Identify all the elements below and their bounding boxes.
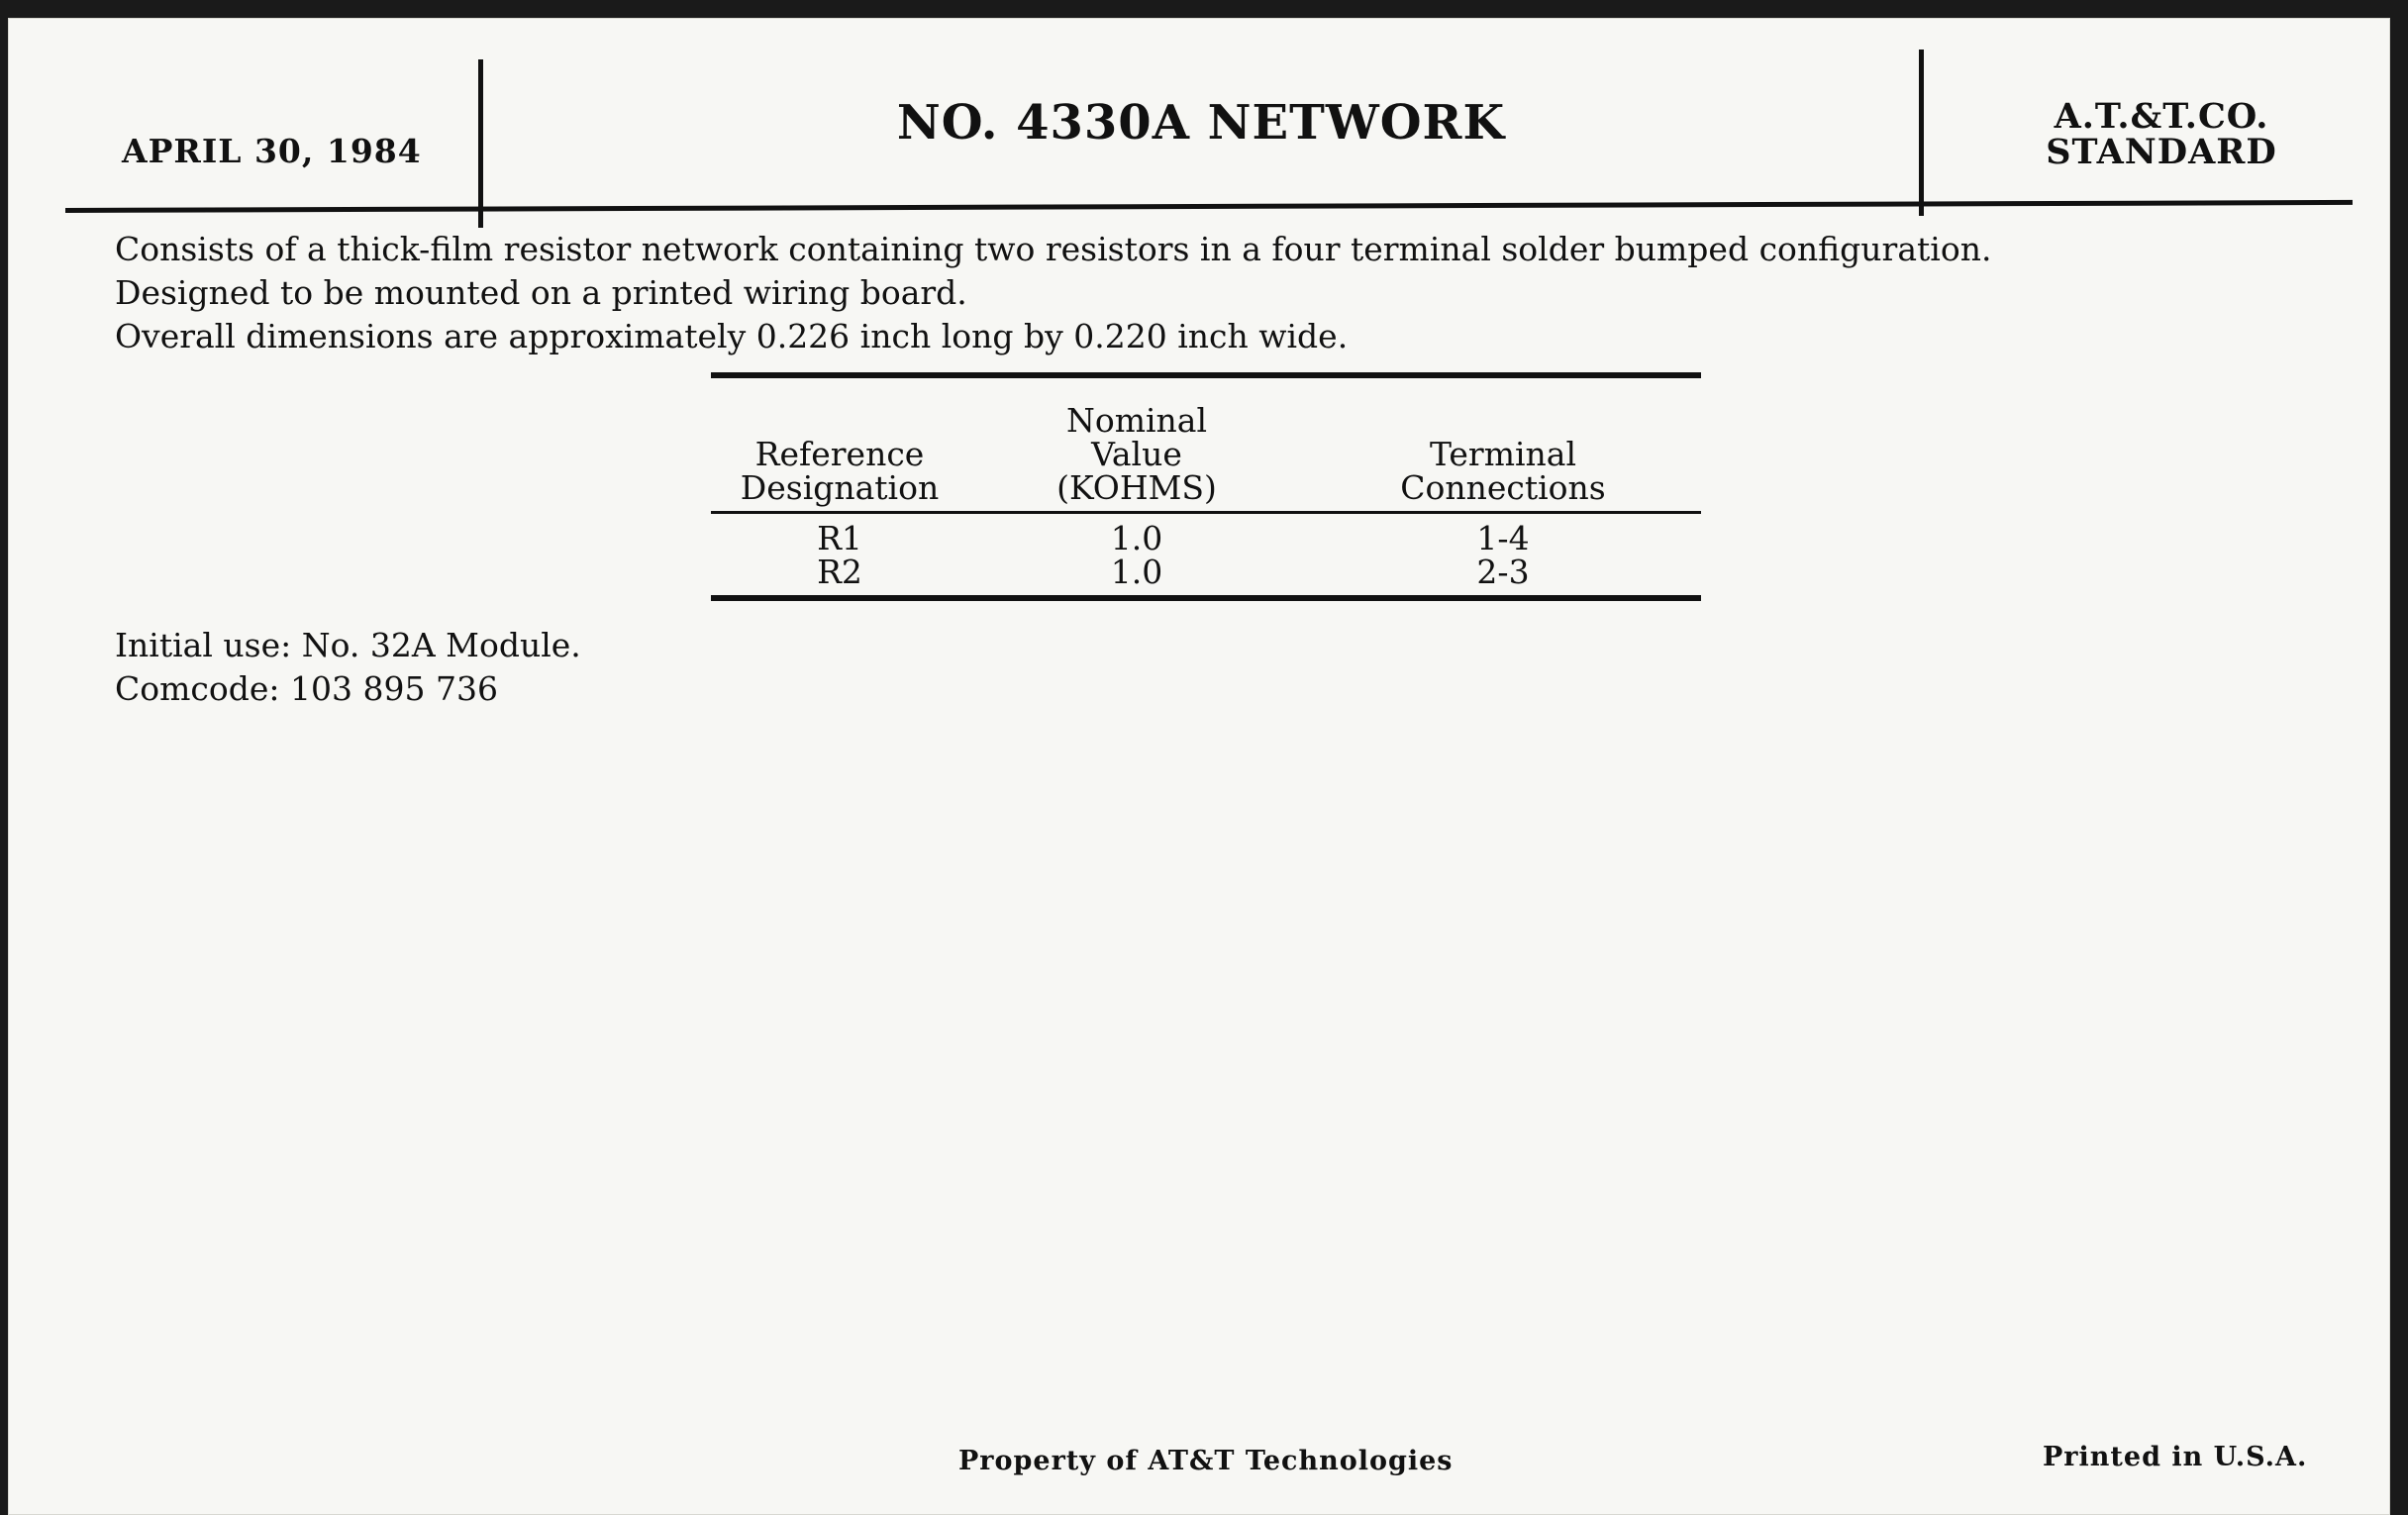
initial-use: Initial use: No. 32A Module. bbox=[115, 626, 581, 664]
cell-value: 1.0 bbox=[1110, 553, 1163, 591]
description-line: Designed to be mounted on a printed wiring board. bbox=[115, 273, 967, 312]
header-text: Reference bbox=[754, 435, 925, 473]
header-date: APRIL 30, 1984 bbox=[122, 132, 422, 170]
cell-reference: R2 bbox=[817, 553, 862, 591]
table-header bbox=[711, 378, 1701, 511]
footer-property: Property of AT&T Technologies bbox=[958, 1446, 1454, 1476]
header-reference-designation bbox=[711, 435, 968, 507]
header-text: Designation bbox=[740, 468, 940, 507]
table-rule-bottom bbox=[711, 595, 1701, 601]
header-text: Terminal bbox=[1429, 435, 1577, 473]
document-title: NO. 4330A NETWORK bbox=[896, 95, 1506, 151]
standard-line-1: A.T.&T.CO. bbox=[2054, 96, 2269, 137]
description-line: Overall dimensions are approximately 0.226 inch long by 0.220 inch wide. bbox=[115, 317, 1349, 355]
footer-printed: Printed in U.S.A. bbox=[2043, 1442, 2308, 1472]
standard-line-2: STANDARD bbox=[2046, 132, 2277, 172]
notes bbox=[115, 624, 581, 711]
header-rule bbox=[65, 200, 2353, 213]
description-line: Consists of a thick-film resistor network containing two resistors in a four terminal solder bumped configuration. bbox=[115, 230, 1992, 268]
header-text: Connections bbox=[1400, 468, 1606, 507]
header-nominal-value bbox=[968, 401, 1305, 507]
header-terminal-connections bbox=[1305, 435, 1701, 507]
table-row bbox=[711, 553, 1701, 591]
cell-value: 1.0 bbox=[1110, 519, 1163, 557]
cell-reference: R1 bbox=[817, 519, 862, 557]
cell-terminal: 2-3 bbox=[1476, 553, 1530, 591]
resistor-table bbox=[711, 372, 1701, 601]
document-card bbox=[8, 18, 2390, 1515]
cell-terminal: 1-4 bbox=[1476, 519, 1530, 557]
table-row bbox=[711, 519, 1701, 557]
table-body bbox=[711, 514, 1701, 595]
header-standard bbox=[1924, 96, 2399, 172]
comcode: Comcode: 103 895 736 bbox=[115, 669, 498, 708]
header-text: Nominal bbox=[1065, 401, 1208, 440]
header-text: Value bbox=[1091, 435, 1182, 473]
header-text: (KOHMS) bbox=[1056, 468, 1217, 507]
description bbox=[115, 228, 1991, 358]
